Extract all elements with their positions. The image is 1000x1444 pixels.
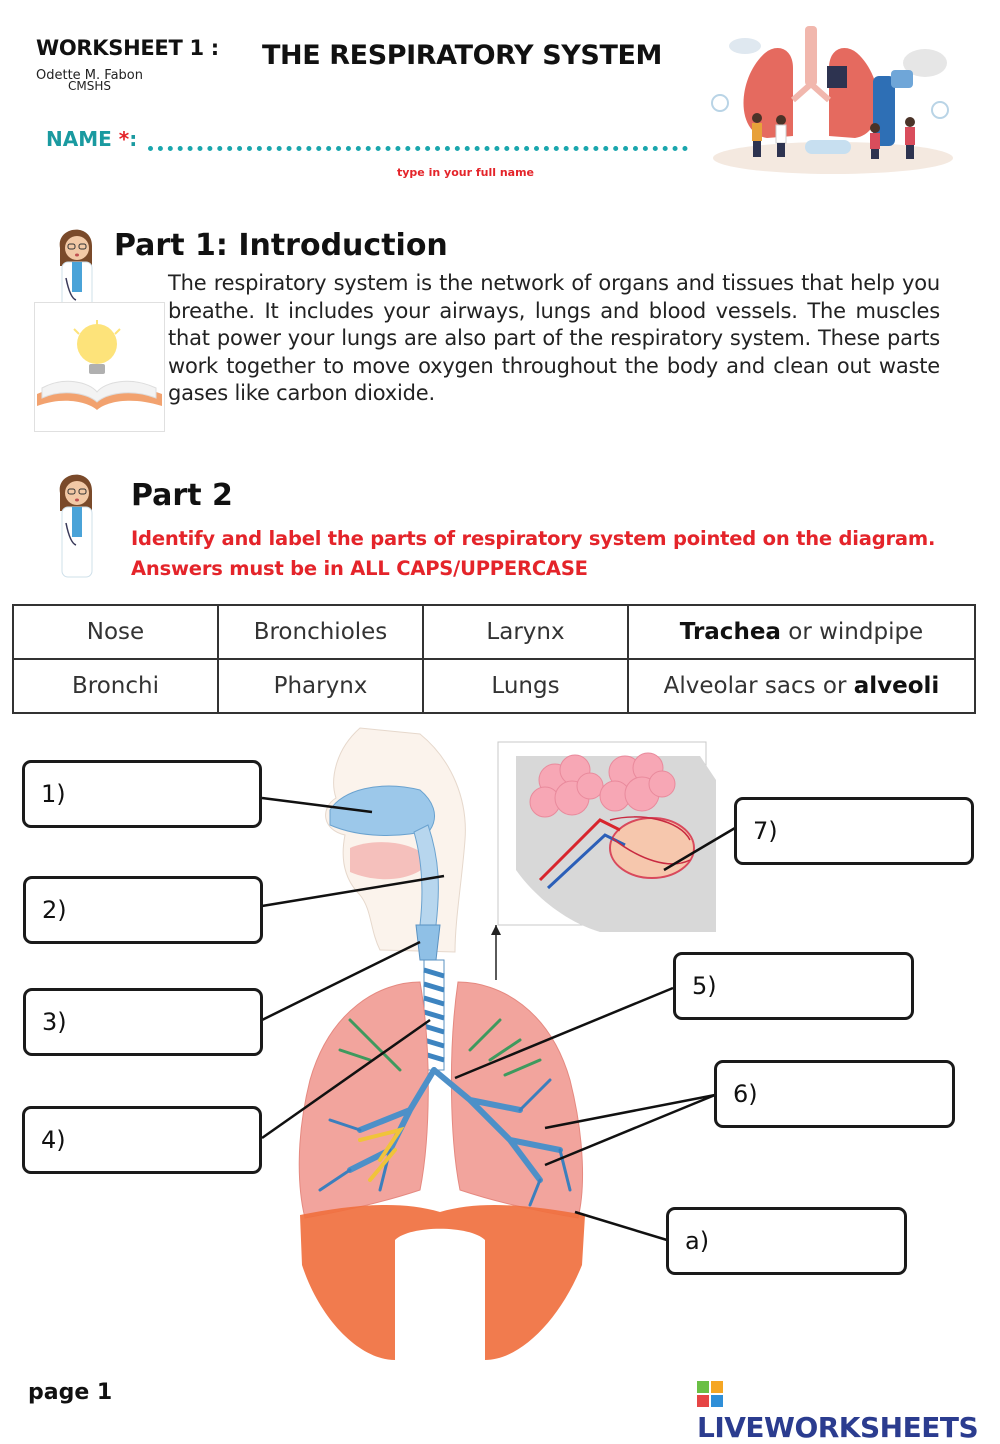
label-number: 7)	[753, 817, 778, 845]
teacher-icon	[52, 463, 102, 583]
word-cell: Bronchioles	[218, 605, 423, 659]
word-cell: Lungs	[423, 659, 628, 713]
part2-instructions	[131, 524, 935, 584]
alveolar-sac	[610, 818, 694, 878]
name-label: NAME *:	[46, 127, 138, 151]
table-row	[13, 659, 975, 713]
plus-circle-icon	[712, 95, 728, 111]
answer-input-3[interactable]	[86, 999, 248, 1045]
label-box-2	[23, 876, 263, 944]
part2-title: Part 2	[131, 478, 233, 513]
word-cell: Pharynx	[218, 659, 423, 713]
person-icon	[752, 113, 762, 157]
answer-input-1[interactable]	[85, 771, 247, 817]
answer-input-5[interactable]	[736, 963, 899, 1009]
label-number: 5)	[692, 972, 717, 1000]
trachea-shape	[805, 26, 817, 86]
pill-icon	[805, 140, 851, 154]
answer-input-6[interactable]	[777, 1071, 940, 1117]
answer-input-a[interactable]	[729, 1218, 892, 1264]
answer-input-2[interactable]	[86, 887, 248, 933]
book-lightbulb-icon	[34, 302, 165, 432]
inhaler-mouthpiece-icon	[891, 70, 913, 88]
person-icon	[870, 123, 880, 159]
lungs-illustration	[705, 8, 960, 183]
right-lung	[299, 982, 428, 1218]
label-number: 2)	[42, 896, 67, 924]
label-box-a	[666, 1207, 907, 1275]
label-box-6	[714, 1060, 955, 1128]
inset-pointer-arrow	[491, 925, 501, 935]
answer-input-7[interactable]	[797, 808, 959, 854]
bronchi-shape	[793, 84, 829, 100]
label-box-7	[734, 797, 974, 865]
person-icon	[905, 117, 915, 159]
required-star: *	[118, 127, 130, 151]
instruction-line: Answers must be in ALL CAPS/UPPERCASE	[131, 557, 588, 580]
page-title: THE RESPIRATORY SYSTEM	[262, 40, 662, 71]
xray-card-icon	[827, 66, 847, 88]
page-number: page 1	[28, 1380, 113, 1405]
word-cell: Bronchi	[13, 659, 218, 713]
doctor-icon	[776, 115, 786, 157]
label-number: 4)	[41, 1126, 66, 1154]
right-lung-shape	[829, 48, 879, 138]
label-box-5	[673, 952, 914, 1020]
author-name: Odette M. Fabon	[36, 68, 143, 83]
label-box-1	[22, 760, 262, 828]
word-cell: Larynx	[423, 605, 628, 659]
label-number: 6)	[733, 1080, 758, 1108]
name-input[interactable]	[150, 122, 689, 150]
label-box-4	[22, 1106, 262, 1174]
word-cell: Nose	[13, 605, 218, 659]
diaphragm	[300, 1205, 585, 1360]
word-cell: Alveolar sacs or alveoli	[628, 659, 975, 713]
label-box-3	[23, 988, 263, 1056]
worksheet-title: WORKSHEET 1 :	[36, 36, 219, 60]
head-outline	[326, 728, 466, 952]
part1-title: Part 1: Introduction	[114, 228, 448, 263]
label-number: 3)	[42, 1008, 67, 1036]
word-bank-table	[12, 604, 976, 714]
liveworksheets-icon	[697, 1381, 723, 1407]
plus-circle-icon	[932, 102, 948, 118]
name-hint: type in your full name	[397, 166, 535, 179]
part1-paragraph: The respiratory system is the network of organs and tissues that help you breathe. It includes your airways, lungs and blood vessels. The muscles that power your lungs are also part of the respiratory system. These parts work together to move oxygen throughout the body and clean out waste gases like carbon dioxide.	[168, 271, 940, 405]
label-number: 1)	[41, 780, 66, 808]
school-name: CMSHS	[68, 79, 111, 93]
label-number: a)	[685, 1227, 710, 1255]
instruction-line: Identify and label the parts of respiratory system pointed on the diagram.	[131, 527, 936, 550]
cloud-icon	[729, 38, 761, 54]
word-cell: Trachea or windpipe	[628, 605, 975, 659]
brand-logo[interactable]: LIVEWORKSHEETS	[697, 1378, 1000, 1444]
table-row	[13, 605, 975, 659]
answer-input-4[interactable]	[85, 1117, 247, 1163]
